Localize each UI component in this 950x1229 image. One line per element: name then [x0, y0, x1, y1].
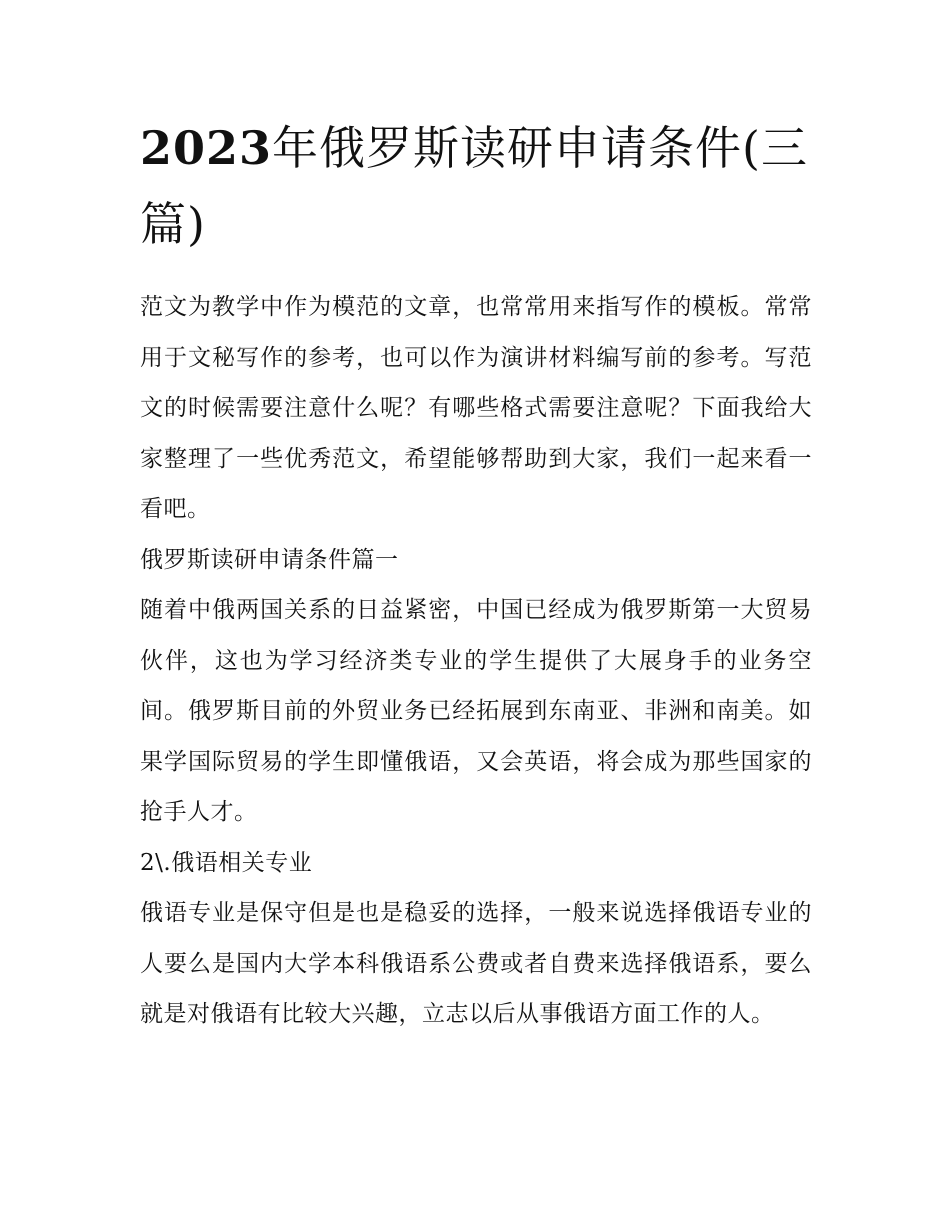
title-year: 2023 [140, 121, 273, 175]
document-title [140, 110, 812, 262]
russian-major-paragraph: 俄语专业是保守但是也是稳妥的选择，一般来说选择俄语专业的人要么是国内大学本科俄语系公费或者自费来选择俄语系，要么就是对俄语有比较大兴趣，立志以后从事俄语方面工作的人。 [140, 900, 812, 1027]
trade-paragraph: 随着中俄两国关系的日益紧密，中国已经成为俄罗斯第一大贸易伙伴，这也为学习经济类专业的学生提供了大展身手的业务空间。俄罗斯目前的外贸业务已经拓展到东南亚、非洲和南美。如果学国际贸易的学生即懂俄语，又会英语，将会成为那些国家的抢手人才。 [140, 597, 812, 825]
title-text: 年俄罗斯读研申请条件(三篇) [140, 121, 808, 251]
section-heading-2: 2\.俄语相关专业 [140, 849, 313, 876]
section-heading-1: 俄罗斯读研申请条件篇一 [140, 546, 399, 573]
document-body [140, 282, 812, 1040]
intro-paragraph: 范文为教学中作为模范的文章，也常常用来指写作的模板。常常用于文秘写作的参考，也可以作为演讲材料编写前的参考。写范文的时候需要注意什么呢？有哪些格式需要注意呢？下面我给大家整理了一些优秀范文，希望能够帮助到大家，我们一起来看一看吧。 [140, 294, 812, 522]
document-page [140, 110, 812, 1040]
